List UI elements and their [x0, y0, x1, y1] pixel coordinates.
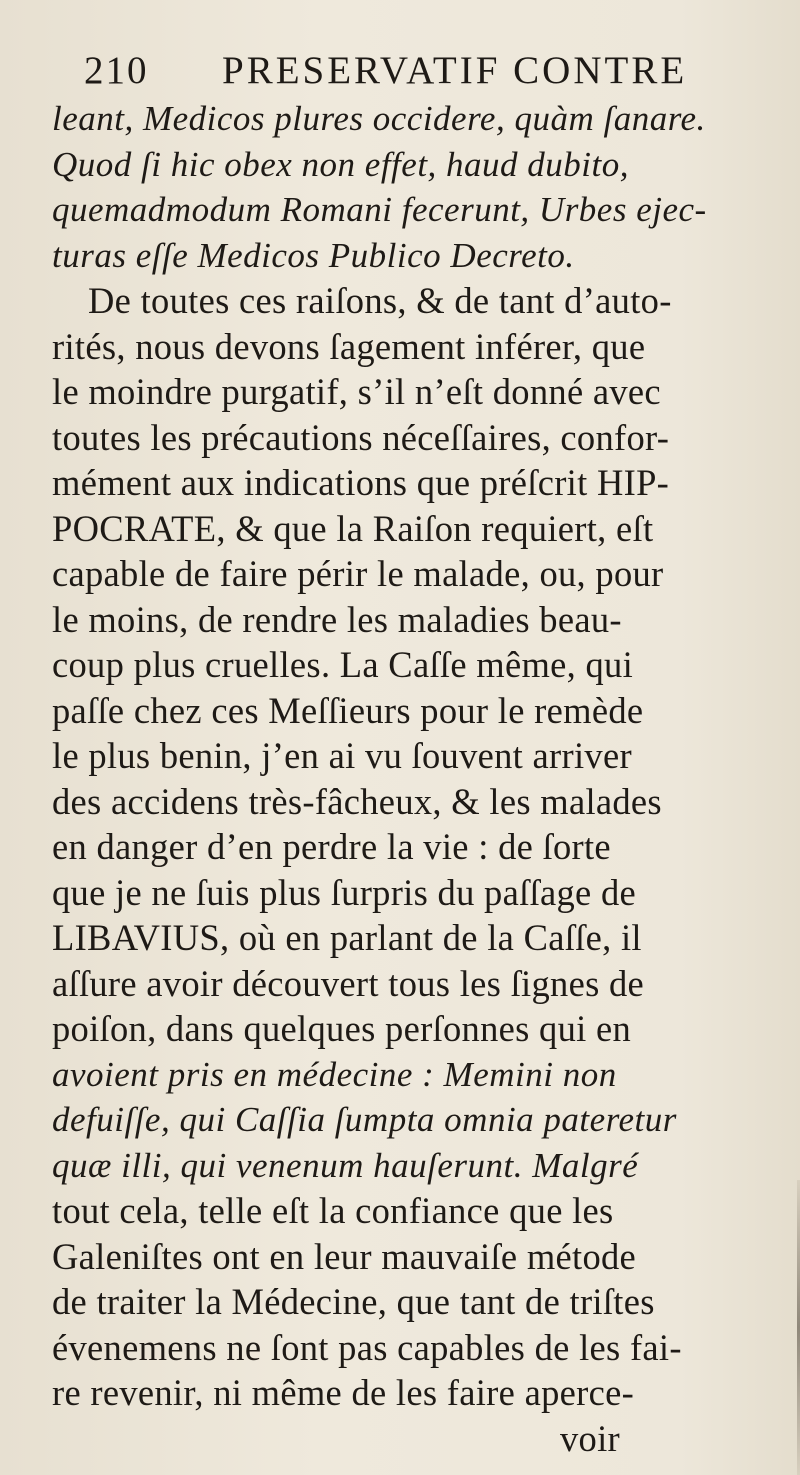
text-line: capable de faire périr le malade, ou, pour	[52, 553, 664, 594]
text-line: De toutes ces raiſons, & de tant d’auto-	[88, 280, 672, 321]
text-line: leant, Medicos plures occidere, quàm ſanare.	[52, 99, 706, 138]
text-line: coup plus cruelles. La Caſſe même, qui	[52, 644, 634, 685]
text-line: toutes les précautions néceſſaires, confor-	[52, 416, 670, 458]
text-line: en danger d’en perdre la vie : de ſorte	[52, 826, 611, 867]
text-line: quæ illi, qui venenum hauſerunt. Malgré	[52, 1145, 639, 1185]
text-line: le moins, de rendre les maladies beau-	[52, 598, 622, 640]
text-line: re revenir, ni même de les faire aperce-	[52, 1372, 635, 1413]
text-line: aſſure avoir découvert tous les ſignes de	[52, 962, 645, 1004]
text-line: voir	[560, 1417, 620, 1459]
text-line: avoient pris en médecine : Memini non	[52, 1054, 617, 1094]
text-line: évenemens ne ſont pas capables de les fai-	[52, 1326, 682, 1368]
running-title: PRESERVATIF CONTRE	[222, 49, 688, 92]
text-line: POCRATE, & que la Raiſon requiert, eſt	[52, 507, 654, 549]
text-line: Galeniſtes ont en leur mauvaiſe métode	[52, 1235, 637, 1277]
text-line: le moindre purgatif, s’il n’eſt donné avec	[52, 371, 661, 412]
text-line: LIBAVIUS, où en parlant de la Caſſe, il	[52, 917, 642, 958]
text-line: tout cela, telle eſt la confiance que les	[52, 1190, 614, 1231]
text-line: paſſe chez ces Meſſieurs pour le remède	[52, 689, 644, 731]
text-line: mément aux indications que préſcrit HIP-	[52, 462, 670, 503]
page-number: 210	[84, 49, 149, 92]
text-line: de traiter la Médecine, que tant de triſtes	[52, 1281, 655, 1322]
page-header	[84, 48, 724, 98]
text-line: defuiſſe, qui Caſſia ſumpta omnia pateretur	[52, 1100, 677, 1139]
text-line: turas eſſe Medicos Publico Decreto.	[52, 235, 575, 275]
text-line: quemadmodum Romani fecerunt, Urbes ejec-	[52, 190, 707, 229]
text-line: des accidens très-fâcheux, & les malades	[52, 780, 662, 822]
text-line: poiſon, dans quelques perſonnes qui en	[52, 1008, 632, 1049]
text-line: rités, nous devons ſagement inférer, que	[52, 325, 646, 367]
text-line: Quod ſi hic obex non effet, haud dubito,	[52, 144, 629, 184]
text-line: que je ne ſuis plus ſurpris du paſſage de	[52, 871, 637, 913]
text-line: le plus benin, j’en ai vu ſouvent arriver	[52, 735, 632, 776]
